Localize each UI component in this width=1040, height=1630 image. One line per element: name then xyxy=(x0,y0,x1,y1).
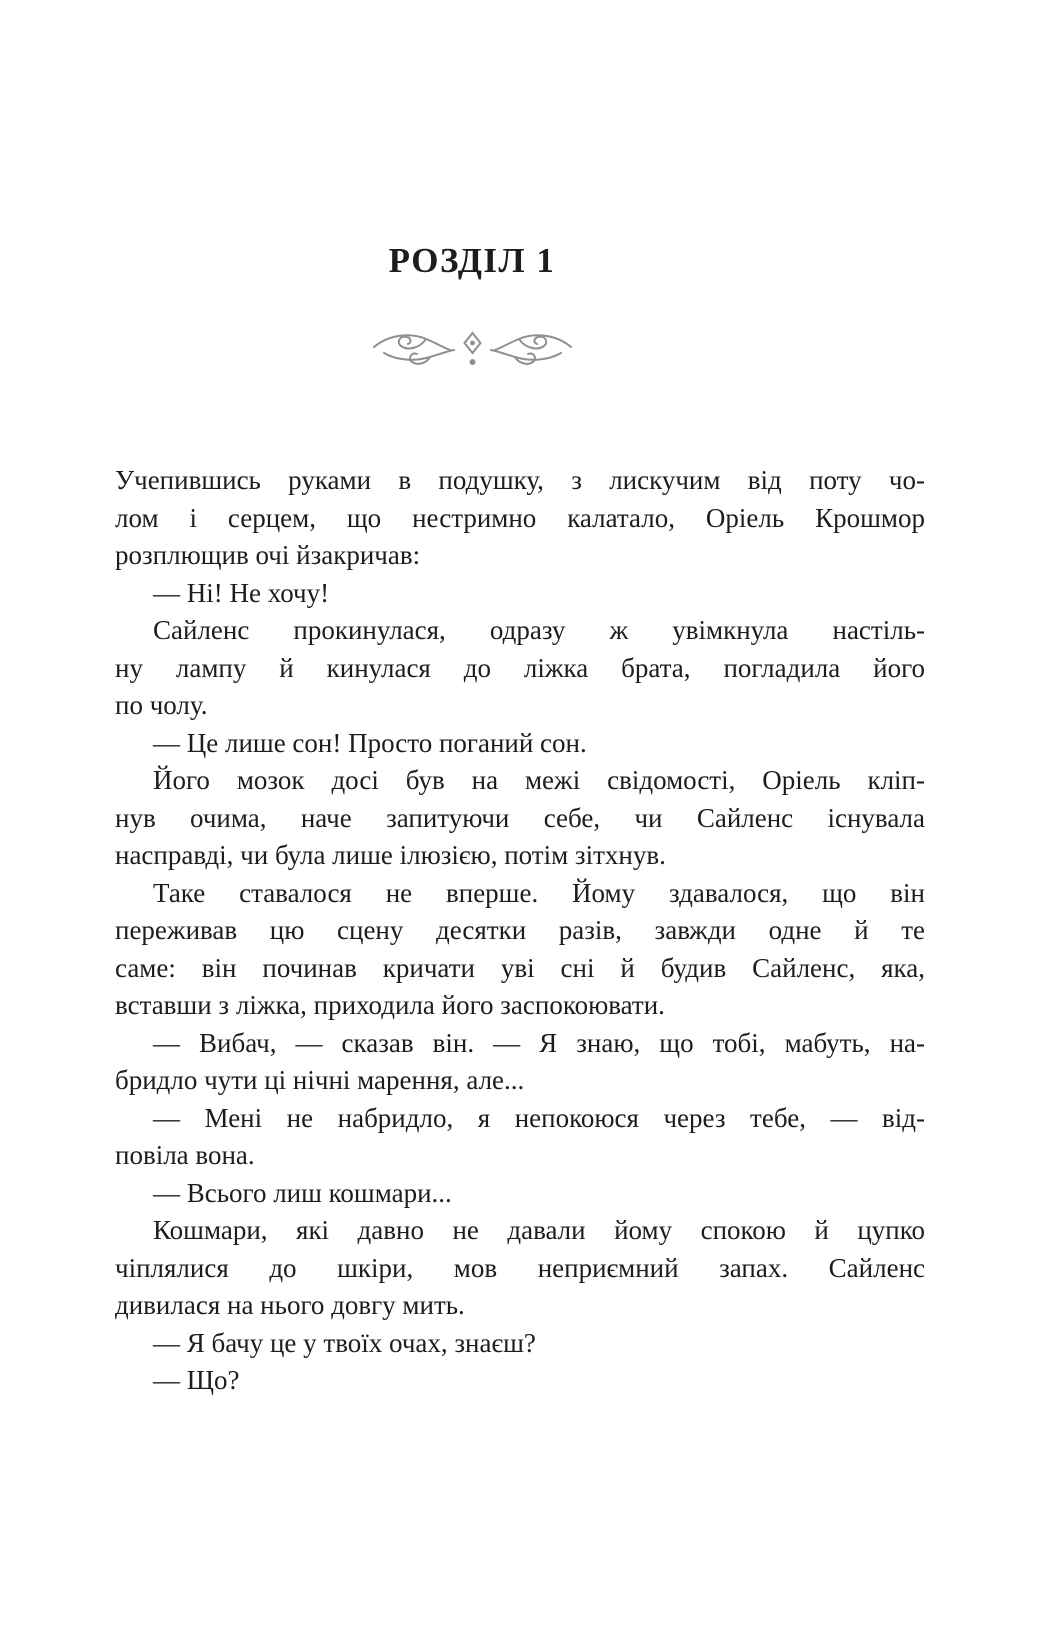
chapter-heading xyxy=(67,240,877,370)
text-line: повіла вона. xyxy=(115,1140,255,1170)
ornament-flourish-icon xyxy=(370,326,575,370)
text-line: — Мені не набридло, я непокоюся через тебе, — від- xyxy=(153,1102,925,1133)
chapter-title: РОЗДІЛ 1 xyxy=(388,241,556,280)
body-text xyxy=(115,462,925,1400)
text-line: Таке ставалося не вперше. Йому здавалося, що він xyxy=(153,877,925,908)
text-line: — Ні! Не хочу! xyxy=(153,577,330,608)
text-line: вставши з ліжка, приходила його заспокоювати. xyxy=(115,990,665,1020)
text-line: чіплялися до шкіри, мов неприємний запах. Сайленс xyxy=(115,1252,925,1283)
text-line: переживав цю сцену десятки разів, завжди одне й те xyxy=(115,915,925,945)
text-line: насправді, чи була лише ілюзією, потім зітхнув. xyxy=(115,840,666,870)
text-line: Кошмари, які давно не давали йому спокою й цупко xyxy=(153,1215,925,1245)
text-line: — Що? xyxy=(153,1365,240,1395)
text-line: Учепившись руками в подушку, з лискучим від поту чо- xyxy=(115,465,925,495)
text-line: бридло чути ці нічні марення, але... xyxy=(115,1065,525,1095)
chapter-ornament xyxy=(67,326,877,370)
text-line: — Це лише сон! Просто поганий сон. xyxy=(153,727,587,758)
text-line: лом і серцем, що нестримно калатало, Оріель Крошмор xyxy=(115,502,925,533)
text-line: — Я бачу це у твоїх очах, знаєш? xyxy=(153,1327,536,1358)
text-line: саме: він починав кричати уві сні й будив Сайленс, яка, xyxy=(115,952,925,983)
text-line: нув очима, наче запитуючи себе, чи Сайленс існувала xyxy=(115,802,925,833)
text-line: — Вибач, — сказав він. — Я знаю, що тобі, мабуть, на- xyxy=(153,1027,925,1058)
text-line: Сайленс прокинулася, одразу ж увімкнула настіль- xyxy=(153,615,925,645)
text-line: — Всього лиш кошмари... xyxy=(153,1177,452,1208)
text-line: Його мозок досі був на межі свідомості, Оріель кліп- xyxy=(153,765,925,795)
text-line: дивилася на нього довгу мить. xyxy=(115,1290,465,1320)
text-line: ну лампу й кинулася до ліжка брата, погладила його xyxy=(115,652,925,683)
text-line: по чолу. xyxy=(115,690,208,720)
text-line: розплющив очі йзакричав: xyxy=(115,540,421,570)
